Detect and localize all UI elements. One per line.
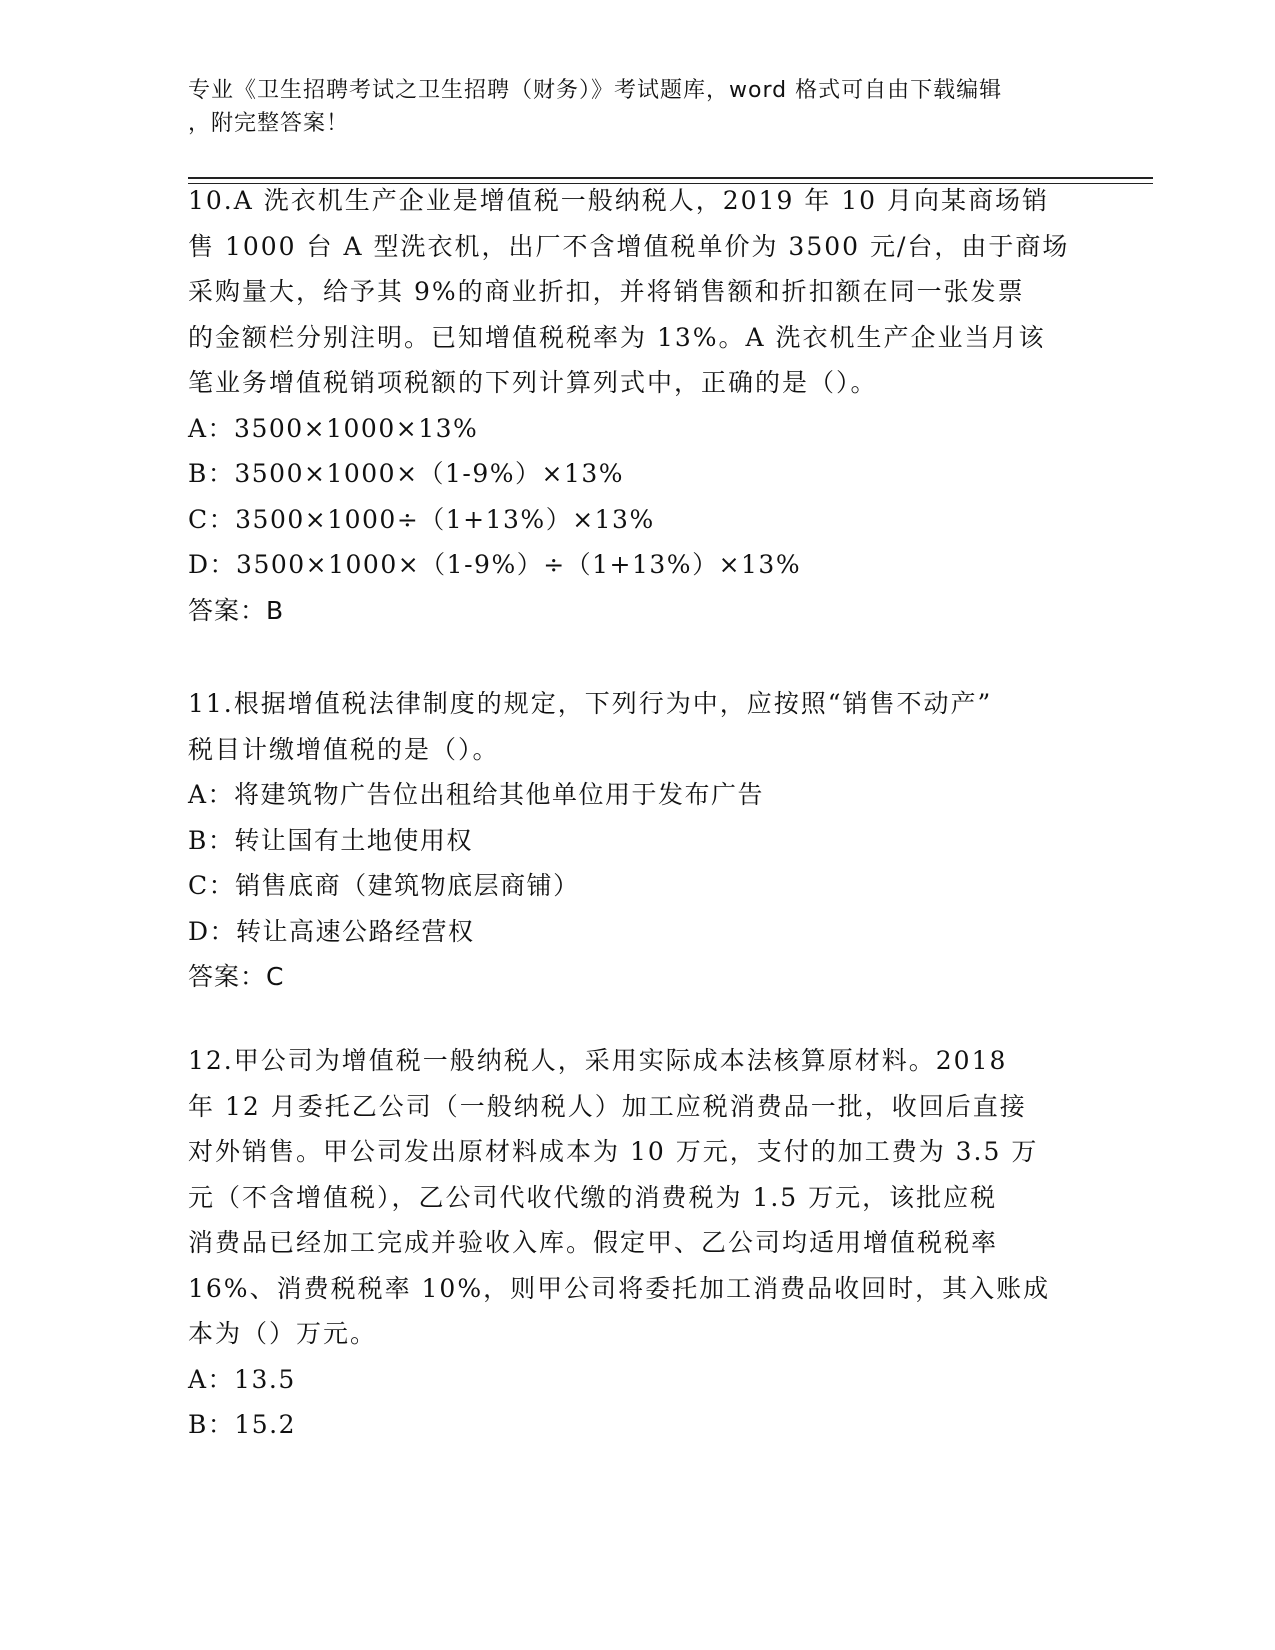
question-stem-line: 笔业务增值税销项税额的下列计算列式中，正确的是（）。 xyxy=(188,368,878,397)
option-c: C：销售底商（建筑物底层商铺） xyxy=(188,871,580,900)
option-a: A：3500×1000×13% xyxy=(188,413,479,443)
question-stem-line: 年 12 月委托乙公司（一般纳税人）加工应税消费品一批，收回后直接 xyxy=(188,1091,1027,1121)
option-a: A：将建筑物广告位出租给其他单位用于发布广告 xyxy=(188,780,765,809)
option-c: C：3500×1000÷（1+13%）×13% xyxy=(188,504,655,534)
answer-label: 答案：C xyxy=(188,962,285,991)
question-10 xyxy=(188,178,1088,633)
question-stem-line: 税目计缴增值税的是（）。 xyxy=(188,734,500,764)
question-stem-line: 12.甲公司为增值税一般纳税人，采用实际成本法核算原材料。2018 xyxy=(188,1046,1008,1075)
option-b: B：转让国有土地使用权 xyxy=(188,825,473,855)
question-stem-line: 10.A 洗衣机生产企业是增值税一般纳税人，2019 年 10 月向某商场销 xyxy=(188,186,1050,215)
question-stem-line: 的金额栏分别注明。已知增值税税率为 13%。A 洗衣机生产企业当月该 xyxy=(188,322,1046,352)
question-stem-line: 售 1000 台 A 型洗衣机，出厂不含增值税单价为 3500 元/台，由于商场 xyxy=(188,231,1070,261)
option-d: D：3500×1000×（1-9%）÷（1+13%）×13% xyxy=(188,550,802,579)
question-stem-line: 16%、消费税税率 10%，则甲公司将委托加工消费品收回时，其入账成 xyxy=(188,1273,1051,1303)
option-b: B：3500×1000×（1-9%）×13% xyxy=(188,459,625,488)
option-a: A：13.5 xyxy=(188,1364,296,1394)
question-stem-line: 元（不含增值税），乙公司代收代缴的消费税为 1.5 万元，该批应税 xyxy=(188,1182,998,1212)
question-stem-line: 本为（）万元。 xyxy=(188,1319,378,1348)
header-line-1: 专业《卫生招聘考试之卫生招聘（财务）》考试题库，word 格式可自由下载编辑 xyxy=(188,78,1003,103)
question-stem-line: 11.根据增值税法律制度的规定，下列行为中，应按照“销售不动产” xyxy=(188,689,993,718)
question-stem-line: 采购量大，给予其 9%的商业折扣，并将销售额和折扣额在同一张发票 xyxy=(188,277,1025,306)
question-12 xyxy=(188,1038,1088,1448)
question-stem-line: 对外销售。甲公司发出原材料成本为 10 万元，支付的加工费为 3.5 万 xyxy=(188,1137,1039,1166)
question-stem-line: 消费品已经加工完成并验收入库。假定甲、乙公司均适用增值税税率 xyxy=(188,1228,999,1257)
option-d: D：转让高速公路经营权 xyxy=(188,916,475,946)
option-b: B：15.2 xyxy=(188,1410,297,1439)
document-header xyxy=(188,74,1068,140)
question-11 xyxy=(188,681,1088,1000)
header-line-2: ，附完整答案！ xyxy=(188,111,350,136)
answer-label: 答案：B xyxy=(188,595,285,625)
